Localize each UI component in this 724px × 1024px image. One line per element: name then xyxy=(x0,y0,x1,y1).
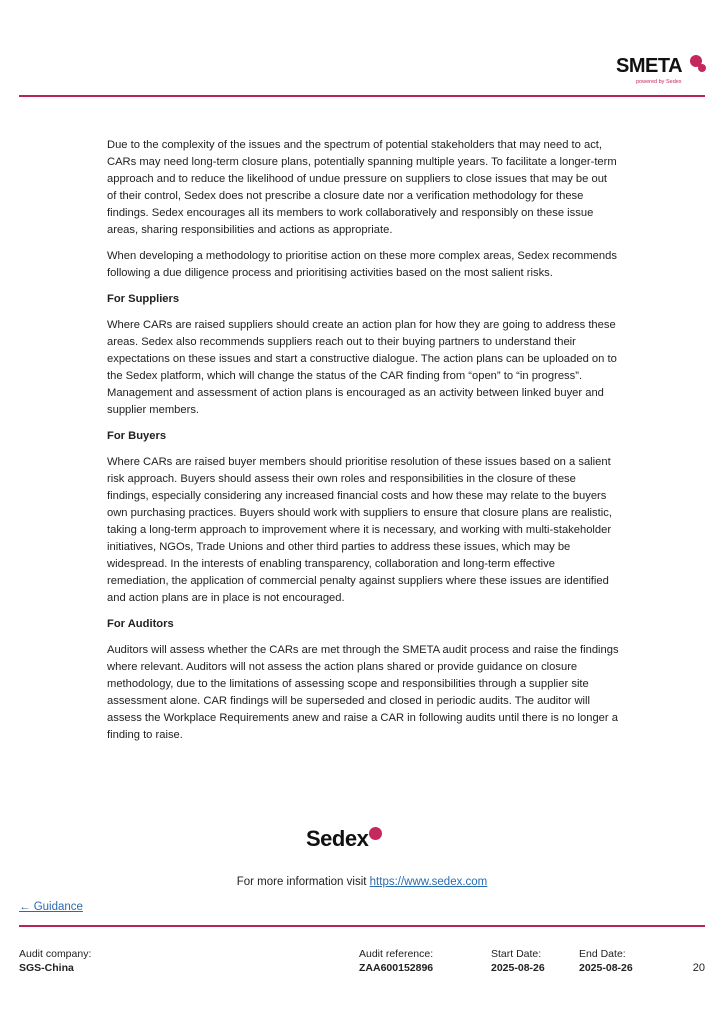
smeta-logo-dot-small-icon xyxy=(698,64,706,72)
smeta-logo-subtext: powered by Sedex xyxy=(636,79,682,85)
paragraph-buyers: Where CARs are raised buyer members should prioritise resolution of these issues based on a salient risk approach. Buyers should assess their own roles and responsibilities in the closure of these findings, especially considering any increased financial costs and how these may relate to the buyers own purchasing practices. Buyers should work with suppliers to ensure that closure plans are realistic, taking a long-term approach to improvement where it is necessary, and working with multi-stakeholder initiatives, NGOs, Trade Unions and other third parties to address these issues, which may be widespread. In the interests of enabling transparency, collaboration and long-term effective remediation, the application of commercial penalty against suppliers where these issues are identified and action plans are in place is not encouraged. xyxy=(107,456,612,604)
audit-reference-value: ZAA600152896 xyxy=(359,962,434,974)
smeta-logo xyxy=(612,53,708,89)
sedex-logo xyxy=(306,826,386,854)
heading-for-buyers: For Buyers xyxy=(107,430,167,442)
page-number: 20 xyxy=(692,962,705,974)
smeta-logo-text: SMETA xyxy=(616,55,683,77)
end-date-label: End Date: xyxy=(579,948,626,960)
heading-for-suppliers: For Suppliers xyxy=(107,293,180,305)
guidance-back-link[interactable]: ← Guidance xyxy=(19,901,83,913)
sedex-logo-text: Sedex xyxy=(306,826,369,851)
start-date-label: Start Date: xyxy=(491,948,542,960)
start-date-value: 2025-08-26 xyxy=(491,962,545,974)
sedex-logo-dot-icon xyxy=(369,827,382,840)
sedex-website-link[interactable]: https://www.sedex.com xyxy=(369,876,488,888)
paragraph-methodology: When developing a methodology to prioritise action on these more complex areas, Sedex recommends following a due diligence process and prioritising activities based on the most salient risks. xyxy=(107,250,617,279)
more-info-line xyxy=(0,876,724,888)
footer-divider xyxy=(19,925,705,927)
paragraph-auditors: Auditors will assess whether the CARs are met through the SMETA audit process and raise the findings where relevant. Auditors will not assess the action plans shared or provide guidance on closure methodology, due to the limitations of assessing scope and responsibilities through a supplier site assessment alone. CAR findings will be superseded and closed in periodic audits. The auditor will assess the Workplace Requirements anew and raise a CAR in following audits until there is no longer a finding to raise. xyxy=(107,644,619,741)
paragraph-intro: Due to the complexity of the issues and the spectrum of potential stakeholders that may need to act, CARs may need long-term closure plans, potentially spanning multiple years. To facilitate a longer-term approach and to reduce the likelihood of undue pressure on suppliers to close issues that may be out of their control, Sedex does not prescribe a closure date nor a verification methodology for these findings. Sedex encourages all its members to work collaboratively and responsibly on these issue areas, sharing responsibilities and actions as appropriate. xyxy=(107,139,617,236)
paragraph-suppliers: Where CARs are raised suppliers should create an action plan for how they are going to address these areas. Sedex also recommends suppliers reach out to their buying partners to understand their expectations on these issues and start a constructive dialogue. The action plans can be uploaded on to the Sedex platform, which will change the status of the CAR finding from “open” to “in progress”. Management and assessment of action plans is encouraged as an activity between linked buyer and supplier members. xyxy=(107,319,617,416)
end-date-value: 2025-08-26 xyxy=(579,962,633,974)
header-divider xyxy=(19,95,705,97)
audit-reference-label: Audit reference: xyxy=(359,948,434,960)
audit-company-value: SGS-China xyxy=(19,962,74,974)
heading-for-auditors: For Auditors xyxy=(107,618,174,630)
main-content xyxy=(107,137,619,753)
audit-company-label: Audit company: xyxy=(19,948,92,960)
more-info-text: For more information visit xyxy=(236,876,370,888)
